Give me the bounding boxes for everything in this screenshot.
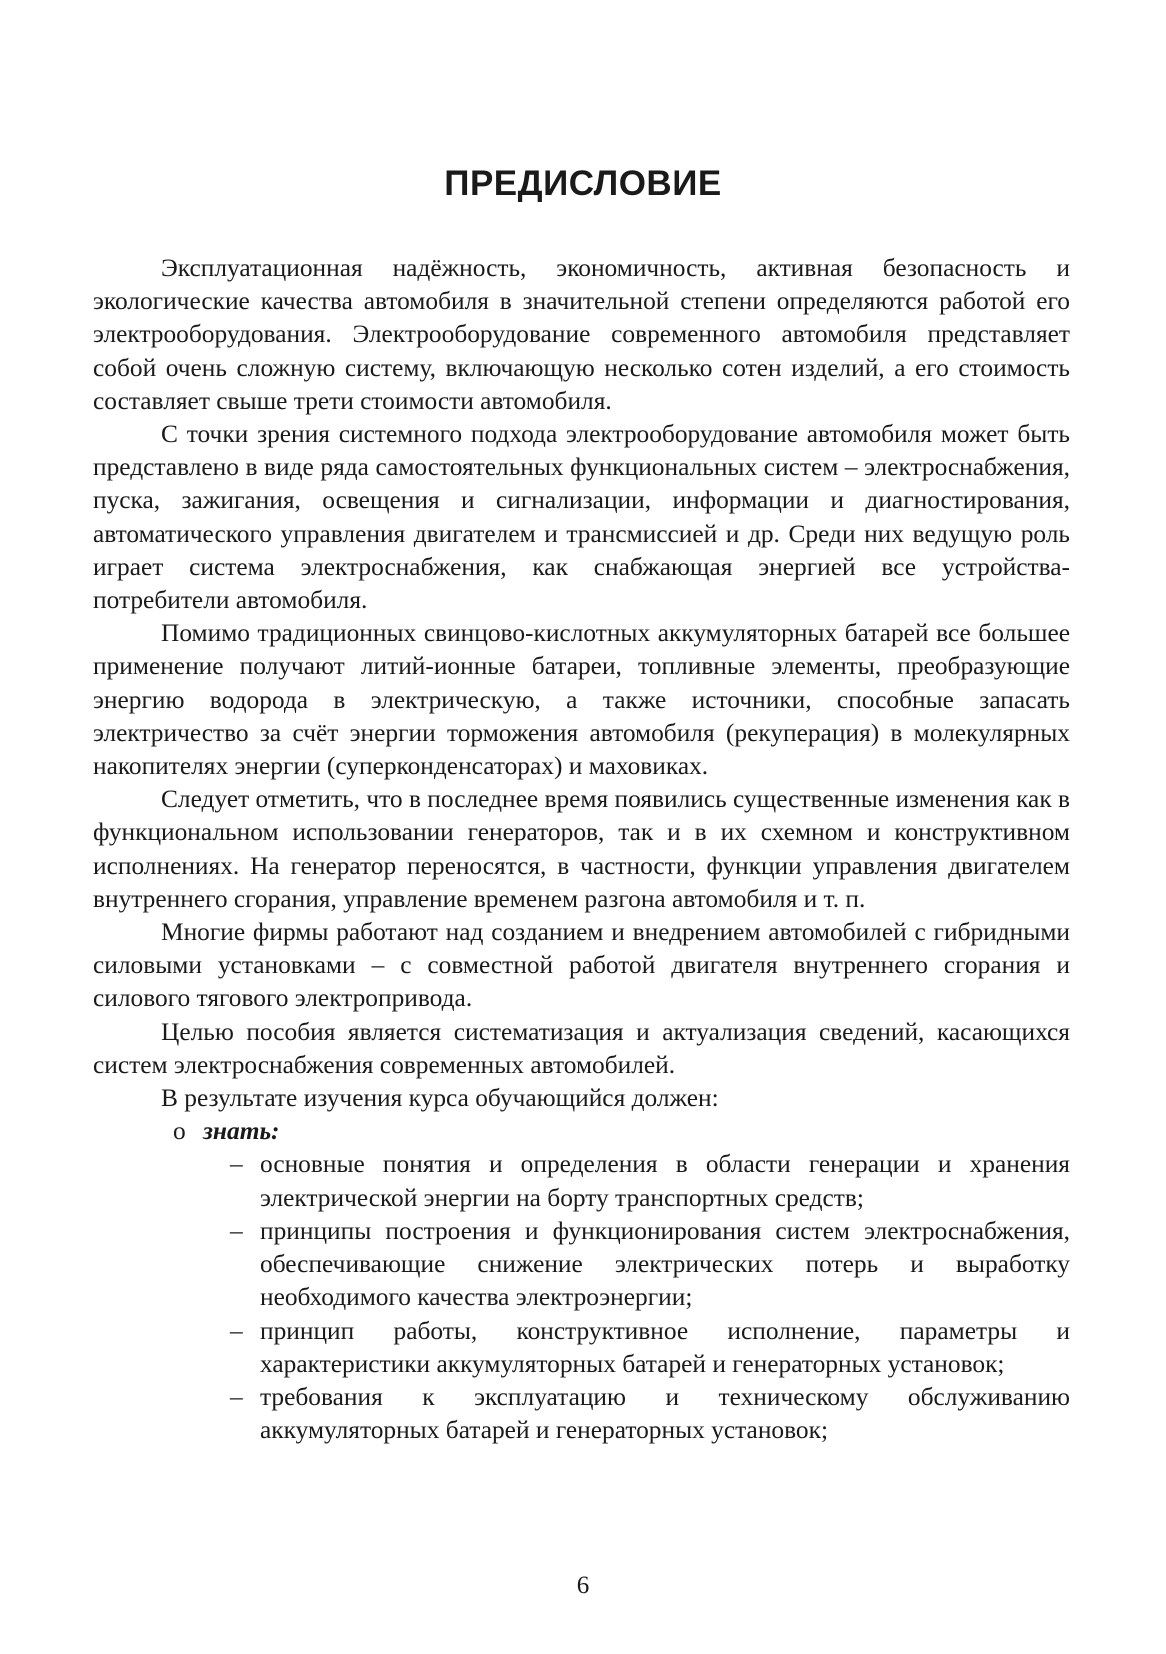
dash-bullet: – xyxy=(230,1216,243,1245)
page-title: ПРЕДИСЛОВИЕ xyxy=(444,164,722,203)
paragraph-2: С точки зрения системного подхода электрооборудование автомобиля может быть представлено в виде ряда самостоятельных функциональных систем – электроснабжения, пуска, зажигания, освещения и сигнализации, информации и диагностирования, автоматического управления двигателем и трансмиссией и др. Среди них ведущую роль играет система электроснабжения, как снабжающая энергией все устройства-потребители автомобиля. xyxy=(93,420,1070,615)
know-list xyxy=(93,1148,1070,1447)
dash-bullet: – xyxy=(230,1150,243,1179)
list-item-text: требования к эксплуатацию и техническому обслуживанию аккумуляторных батарей и генераторных установок; xyxy=(260,1382,1070,1445)
list-item xyxy=(230,1315,1070,1381)
list-item xyxy=(230,1148,1070,1214)
page-number: 6 xyxy=(576,1572,590,1599)
paragraph-5: Многие фирмы работают над созданием и внедрением автомобилей с гибридными силовыми установками – с совместной работой двигателя внутреннего сгорания и силового тягового электропривода. xyxy=(93,918,1070,1013)
list-item-text: основные понятия и определения в области генерации и хранения электрической энергии на борту транспортных средств; xyxy=(260,1150,1070,1212)
know-label: знать: xyxy=(203,1117,280,1146)
body-text xyxy=(93,252,1070,1447)
dash-bullet: – xyxy=(230,1382,243,1411)
paragraph-1: Эксплуатационная надёжность, экономичность, активная безопасность и экологические качества автомобиля в значительной степени определяются работой его электрооборудования. Электрооборудование современного автомобиля представляет собой очень сложную систему, включающую несколько сотен изделий, а его стоимость составляет свыше трети стоимости автомобиля. xyxy=(93,254,1070,415)
know-heading xyxy=(93,1115,1070,1148)
list-item xyxy=(230,1381,1070,1447)
list-item-text: принципы построения и функционирования систем электроснабжения, обеспечивающие снижение электрических потерь и выработку необходимого качества электроэнергии; xyxy=(260,1216,1070,1312)
circle-bullet-icon: o xyxy=(173,1117,186,1146)
paragraph-3: Помимо традиционных свинцово-кислотных аккумуляторных батарей все большее применение получают литий-ионные батареи, топливные элементы, преобразующие энергию водорода в электрическую, а также источники, способные запасать электричество за счёт энергии торможения автомобиля (рекуперация) в молекулярных накопителях энергии (суперконденсаторах) и маховиках. xyxy=(93,619,1070,781)
list-item-text: принцип работы, конструктивное исполнение, параметры и характеристики аккумуляторных батарей и генераторных установок; xyxy=(260,1316,1070,1378)
dash-bullet: – xyxy=(230,1316,243,1345)
list-item xyxy=(230,1215,1070,1315)
paragraph-7: В результате изучения курса обучающийся должен: xyxy=(161,1084,719,1113)
paragraph-4: Следует отметить, что в последнее время появились существенные изменения как в функциональном использовании генераторов, так и в их схемном и конструктивном исполнениях. На генератор переносятся, в частности, функции управления двигателем внутреннего сгорания, управление временем разгона автомобиля и т. п. xyxy=(93,785,1070,913)
paragraph-6: Целью пособия является систематизация и актуализация сведений, касающихся систем электроснабжения современных автомобилей. xyxy=(93,1017,1070,1079)
